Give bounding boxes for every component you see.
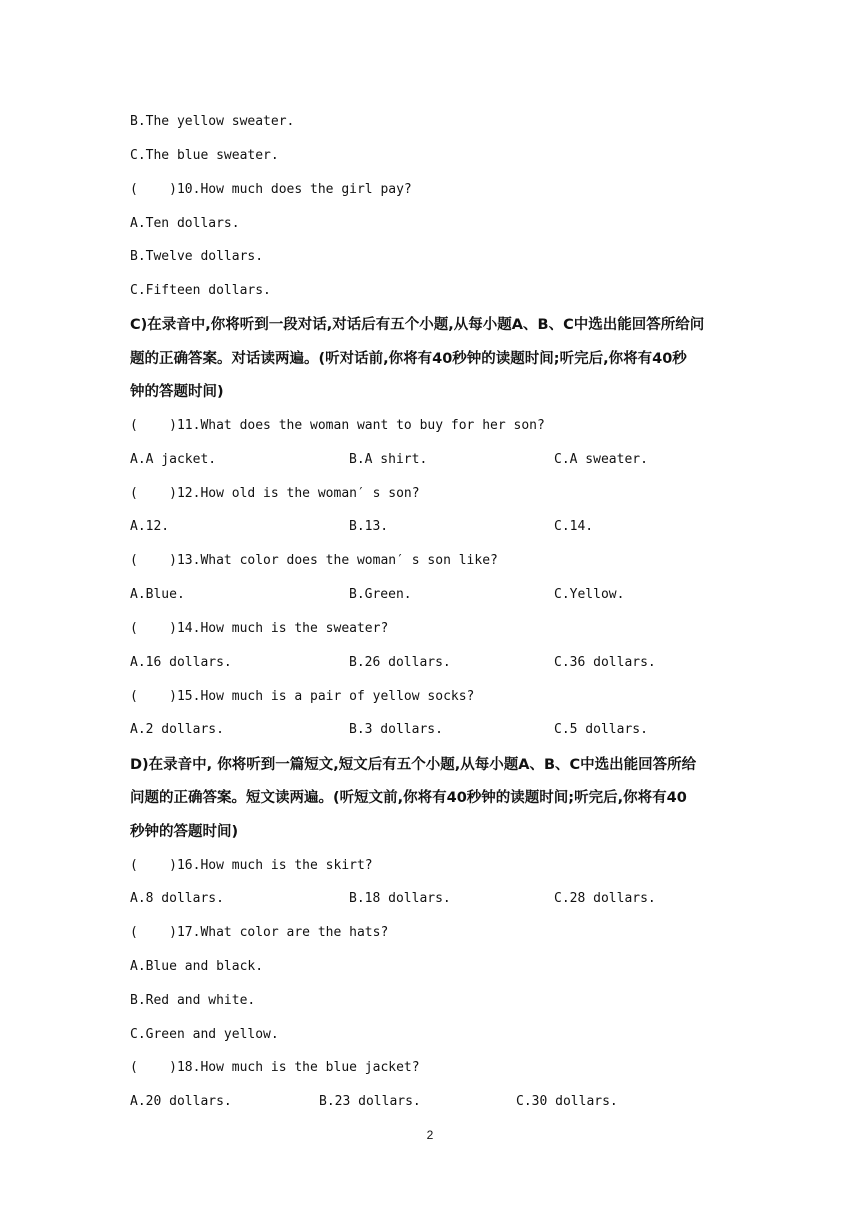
option-11c: C.A sweater. — [554, 452, 648, 467]
option-12c: C.14. — [554, 519, 594, 534]
question-14: ( )14.How much is the sweater? — [130, 621, 389, 636]
question-15: ( )15.How much is a pair of yellow socks? — [130, 689, 475, 704]
option-9c: C.The blue sweater. — [130, 148, 279, 163]
question-11: ( )11.What does the woman want to buy for her son? — [130, 418, 545, 433]
option-11a: A.A jacket. — [130, 452, 217, 467]
option-18b: B.23 dollars. — [319, 1094, 421, 1109]
option-11b: B.A shirt. — [349, 452, 428, 467]
option-12b: B.13. — [349, 519, 389, 534]
option-13c: C.Yellow. — [554, 587, 625, 602]
option-16a: A.8 dollars. — [130, 891, 224, 906]
section-c-instruction-line1: C)在录音中,你将听到一段对话,对话后有五个小题,从每小题A、B、C中选出能回答所给问 — [130, 317, 705, 333]
option-14c: C.36 dollars. — [554, 655, 656, 670]
option-18a: A.20 dollars. — [130, 1094, 232, 1109]
option-13b: B.Green. — [349, 587, 412, 602]
option-14b: B.26 dollars. — [349, 655, 451, 670]
question-12: ( )12.How old is the woman′ s son? — [130, 486, 420, 501]
option-10c: C.Fifteen dollars. — [130, 283, 271, 298]
section-c-instruction-line3: 钟的答题时间) — [130, 384, 224, 400]
option-17c: C.Green and yellow. — [130, 1027, 279, 1042]
question-17: ( )17.What color are the hats? — [130, 925, 389, 940]
section-d-instruction-line2: 问题的正确答案。短文读两遍。(听短文前,你将有40秒钟的读题时间;听完后,你将有40 — [130, 790, 687, 806]
option-13a: A.Blue. — [130, 587, 185, 602]
option-18c: C.30 dollars. — [516, 1094, 618, 1109]
option-15c: C.5 dollars. — [554, 722, 648, 737]
option-15b: B.3 dollars. — [349, 722, 443, 737]
question-10: ( )10.How much does the girl pay? — [130, 182, 412, 197]
option-17b: B.Red and white. — [130, 993, 256, 1008]
section-d-instruction-line1: D)在录音中, 你将听到一篇短文,短文后有五个小题,从每小题A、B、C中选出能回答所给 — [130, 757, 697, 773]
question-13: ( )13.What color does the woman′ s son like? — [130, 553, 498, 568]
section-c-instruction-line2: 题的正确答案。对话读两遍。(听对话前,你将有40秒钟的读题时间;听完后,你将有40秒 — [130, 351, 687, 367]
option-17a: A.Blue and black. — [130, 959, 264, 974]
option-10b: B.Twelve dollars. — [130, 249, 264, 264]
option-9b: B.The yellow sweater. — [130, 114, 295, 129]
question-16: ( )16.How much is the skirt? — [130, 858, 373, 873]
option-12a: A.12. — [130, 519, 170, 534]
option-15a: A.2 dollars. — [130, 722, 224, 737]
option-14a: A.16 dollars. — [130, 655, 232, 670]
option-16c: C.28 dollars. — [554, 891, 656, 906]
option-16b: B.18 dollars. — [349, 891, 451, 906]
question-18: ( )18.How much is the blue jacket? — [130, 1060, 420, 1075]
option-10a: A.Ten dollars. — [130, 216, 240, 231]
page-number: 2 — [426, 1128, 434, 1142]
section-d-instruction-line3: 秒钟的答题时间) — [130, 824, 239, 840]
